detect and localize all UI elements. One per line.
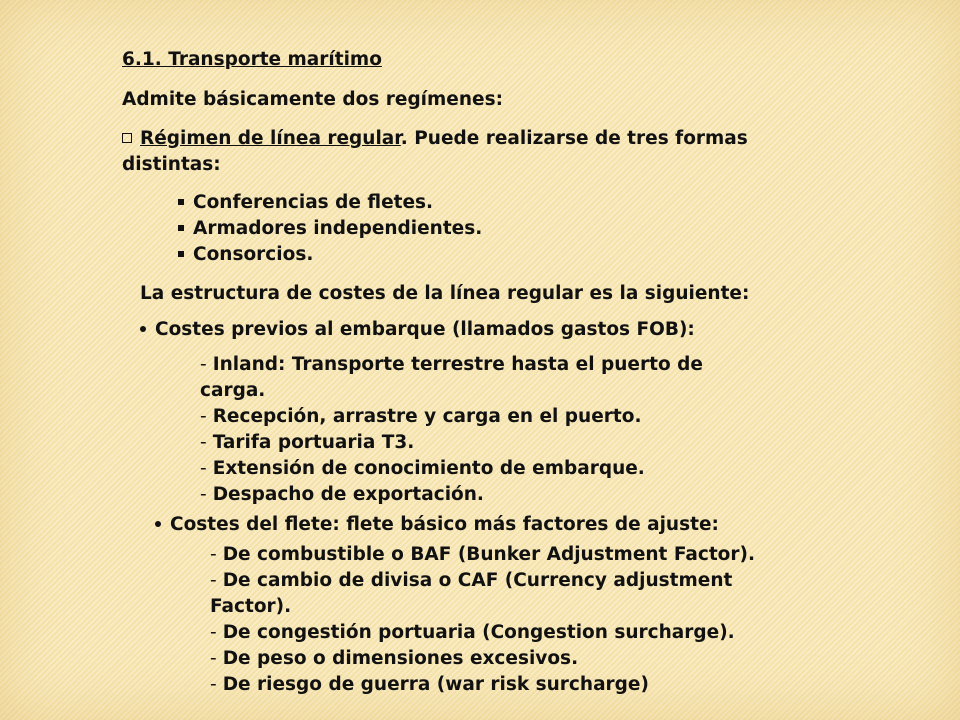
regime-line-2: distintas: (122, 154, 221, 175)
bullet-dot-icon (140, 326, 146, 332)
section-heading: 6.1. Transporte marítimo (122, 49, 382, 70)
square-bullet-icon (178, 199, 184, 205)
form-item: Conferencias de fletes. (178, 190, 433, 216)
pre-shipment-item: - Extensión de conocimiento de embarque. (200, 458, 645, 479)
pre-shipment-item: - Inland: Transporte terrestre hasta el puerto de (200, 354, 703, 375)
regime-line-1 (122, 126, 748, 152)
freight-item: - De combustible o BAF (Bunker Adjustment Factor). (210, 544, 755, 565)
form-item: Consorcios. (178, 242, 313, 268)
regime-title: Régimen de línea regular (140, 128, 401, 149)
form-item: Armadores independientes. (178, 216, 482, 242)
pre-shipment-item: - Despacho de exportación. (200, 484, 484, 505)
freight-item-continuation: Factor). (210, 596, 292, 617)
structure-intro: La estructura de costes de la línea regular es la siguiente: (140, 283, 750, 304)
square-bullet-icon (122, 133, 132, 143)
regime-description: . Puede realizarse de tres formas (400, 128, 748, 149)
pre-shipment-item: - Recepción, arrastre y carga en el puerto. (200, 406, 642, 427)
freight-item: - De peso o dimensiones excesivos. (210, 648, 579, 669)
square-bullet-icon (178, 225, 184, 231)
pre-shipment-item-continuation: carga. (200, 380, 266, 401)
bullet-dot-icon (155, 521, 161, 527)
freight-item: - De riesgo de guerra (war risk surcharge) (210, 674, 649, 695)
pre-shipment-title: Costes previos al embarque (llamados gastos FOB): (140, 317, 695, 343)
square-bullet-icon (178, 251, 184, 257)
intro-text: Admite básicamente dos regímenes: (122, 89, 503, 110)
pre-shipment-item: - Tarifa portuaria T3. (200, 432, 415, 453)
freight-item: - De congestión portuaria (Congestion surcharge). (210, 622, 735, 643)
freight-title: Costes del flete: flete básico más factores de ajuste: (155, 512, 719, 538)
freight-item: - De cambio de divisa o CAF (Currency adjustment (210, 570, 733, 591)
